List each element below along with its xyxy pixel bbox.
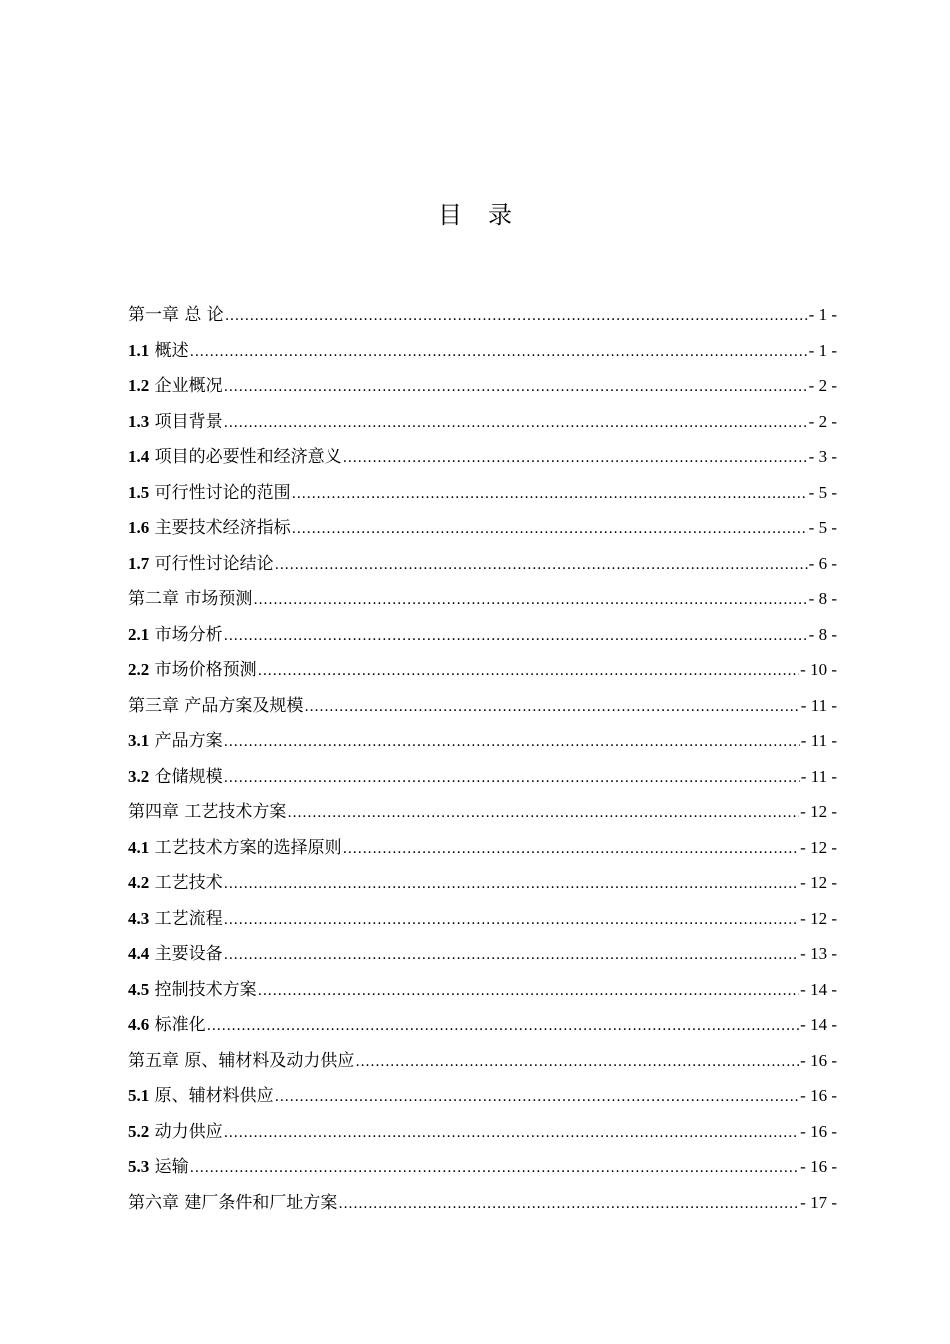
toc-page-number: - 12 - — [800, 908, 837, 928]
toc-page-number: - 14 - — [800, 979, 837, 999]
toc-section-number: 3.1 — [128, 731, 150, 750]
toc-entry-text: 工艺技术 — [154, 873, 223, 893]
toc-section-number: 2.1 — [128, 624, 150, 644]
toc-page-number: - 16 - — [800, 1157, 837, 1176]
dot-leader — [343, 441, 808, 477]
toc-entry-label — [128, 795, 286, 831]
toc-entry-label — [128, 617, 223, 654]
toc-section-number: 4.1 — [128, 837, 150, 857]
toc-entry-text: 工艺流程 — [154, 908, 223, 929]
dot-leader — [292, 512, 808, 548]
toc-section-number: 1.1 — [128, 340, 150, 360]
toc-entry-text: 第三章 产品方案及规模 — [128, 695, 304, 716]
toc-page-number: - 1 - — [808, 305, 837, 324]
toc-page-number: - 8 - — [808, 624, 837, 644]
toc-section-number: 1.6 — [128, 518, 150, 537]
toc-entry[interactable] — [128, 333, 837, 369]
toc-entry-text: 可行性讨论结论 — [154, 553, 274, 574]
dot-leader — [224, 867, 800, 903]
toc-page-number: - 17 - — [800, 1192, 837, 1212]
dot-leader — [224, 406, 808, 442]
toc-entry[interactable] — [128, 972, 837, 1008]
dot-leader — [190, 335, 808, 371]
dot-leader — [355, 1045, 799, 1081]
toc-section-number: 1.5 — [128, 482, 150, 502]
toc-entry-text: 第二章 市场预测 — [128, 589, 253, 609]
dot-leader — [224, 1116, 800, 1152]
toc-entry[interactable] — [128, 439, 837, 475]
toc-entry-label — [128, 936, 223, 973]
toc-entry[interactable] — [128, 368, 837, 404]
toc-entry-label — [128, 1078, 274, 1115]
toc-entry-text: 第一章 总 论 — [128, 305, 224, 325]
toc-entry-label — [128, 368, 223, 405]
toc-entry-label — [128, 652, 257, 689]
dot-leader — [224, 370, 808, 406]
toc-entry[interactable] — [128, 1185, 837, 1221]
toc-section-number: 4.6 — [128, 1015, 150, 1034]
toc-entry-label — [128, 1114, 223, 1151]
toc-title — [0, 198, 950, 232]
toc-entry[interactable] — [128, 1043, 837, 1079]
toc-page-number: - 16 - — [800, 1086, 837, 1105]
toc-entry[interactable] — [128, 688, 837, 724]
toc-title-char-2: 录 — [488, 201, 512, 229]
toc-entry[interactable] — [128, 723, 837, 759]
toc-page-number: - 16 - — [800, 1121, 837, 1141]
toc-entry-label — [128, 901, 223, 938]
toc-section-number: 1.2 — [128, 376, 150, 395]
toc-entry-label — [128, 546, 274, 583]
toc-section-number: 1.7 — [128, 553, 150, 573]
toc-entry-text: 第五章 原、辅材料及动力供应 — [128, 1050, 355, 1071]
toc-entry-text: 控制技术方案 — [154, 979, 257, 1000]
toc-entry[interactable] — [128, 297, 837, 333]
toc-entry-text: 动力供应 — [154, 1121, 223, 1142]
toc-entry-label — [128, 1186, 337, 1222]
toc-entry-text: 标准化 — [154, 1015, 206, 1035]
toc-section-number: 3.2 — [128, 766, 150, 786]
toc-entry-label — [128, 830, 342, 867]
toc-entry-text: 概述 — [154, 340, 189, 361]
toc-entry-label — [128, 1044, 354, 1080]
toc-section-number: 4.3 — [128, 908, 150, 928]
toc-entry-label — [128, 1007, 206, 1044]
toc-page-number: - 12 - — [800, 837, 837, 857]
dot-leader — [224, 903, 800, 939]
dot-leader — [224, 938, 800, 974]
toc-entry-text: 项目的必要性和经济意义 — [154, 447, 342, 467]
dot-leader — [292, 477, 808, 513]
toc-entry-text: 主要技术经济指标 — [154, 518, 291, 538]
toc-entry-text: 主要设备 — [154, 944, 223, 964]
dot-leader — [338, 1187, 799, 1223]
toc-entry[interactable] — [128, 652, 837, 688]
toc-entry-text: 工艺技术方案的选择原则 — [154, 837, 342, 858]
toc-entry-text: 运输 — [154, 1157, 189, 1177]
toc-entry-label — [128, 404, 223, 441]
toc-entry-label — [128, 759, 223, 796]
toc-entry-label — [128, 689, 303, 725]
toc-section-number: 5.2 — [128, 1121, 150, 1141]
toc-page-number: - 16 - — [800, 1050, 837, 1070]
dot-leader — [224, 761, 800, 797]
dot-leader — [224, 619, 808, 655]
toc-entry-label — [128, 865, 223, 902]
toc-entry[interactable] — [128, 1149, 837, 1185]
toc-entry-text: 仓储规模 — [154, 766, 223, 787]
toc-entry-label — [128, 1149, 189, 1186]
toc-page-number: - 1 - — [808, 340, 837, 360]
dot-leader — [224, 725, 800, 761]
toc-entry-label — [128, 333, 189, 370]
toc-page-number: - 10 - — [800, 660, 837, 679]
toc-page-number: - 13 - — [800, 944, 837, 963]
toc-entry[interactable] — [128, 759, 837, 795]
toc-entry-label — [128, 298, 224, 334]
toc-page-number: - 3 - — [808, 447, 837, 466]
toc-entry[interactable] — [128, 936, 837, 972]
dot-leader — [190, 1151, 800, 1187]
toc-entry-label — [128, 439, 342, 476]
toc-section-number: 5.3 — [128, 1157, 150, 1176]
toc-title-char-1: 目 — [438, 201, 462, 229]
toc-entry[interactable] — [128, 510, 837, 546]
dot-leader — [304, 690, 799, 726]
toc-section-number: 4.4 — [128, 944, 150, 963]
dot-leader — [287, 796, 799, 832]
toc-entry-label — [128, 475, 291, 512]
dot-leader — [275, 548, 808, 584]
toc-entry[interactable] — [128, 865, 837, 901]
toc-entry[interactable] — [128, 581, 837, 617]
toc-entry-text: 原、辅材料供应 — [154, 1086, 274, 1106]
toc-entry[interactable] — [128, 404, 837, 440]
toc-entry[interactable] — [128, 1114, 837, 1150]
toc-entry-text: 项目背景 — [154, 411, 223, 432]
dot-leader — [253, 583, 807, 619]
toc-page-number: - 11 - — [800, 695, 837, 715]
toc-section-number: 1.4 — [128, 447, 150, 466]
toc-entry-label — [128, 723, 223, 760]
toc-page-number: - 11 - — [800, 766, 837, 786]
toc-page-number: - 14 - — [800, 1015, 837, 1034]
toc-entry-label — [128, 972, 257, 1009]
dot-leader — [258, 654, 800, 690]
toc-page-number: - 5 - — [808, 518, 837, 537]
toc-entry[interactable] — [128, 475, 837, 511]
toc-page-number: - 2 - — [808, 411, 837, 431]
toc-entry-text: 可行性讨论的范围 — [154, 482, 291, 503]
toc-page-number: - 12 - — [800, 802, 837, 821]
toc-section-number: 4.2 — [128, 873, 150, 892]
toc-entry-label — [128, 510, 291, 547]
toc-entry-text: 第四章 工艺技术方案 — [128, 802, 287, 822]
toc-section-number: 5.1 — [128, 1086, 150, 1105]
toc-section-number: 1.3 — [128, 411, 150, 431]
toc-section-number: 4.5 — [128, 979, 150, 999]
toc-page-number: - 6 - — [808, 553, 837, 573]
toc-entry[interactable] — [128, 794, 837, 830]
toc-page-number: - 12 - — [800, 873, 837, 892]
toc-entry-text: 市场价格预测 — [154, 660, 257, 680]
toc-list — [128, 297, 837, 1220]
toc-entry[interactable] — [128, 830, 837, 866]
toc-entry-text: 市场分析 — [154, 624, 223, 645]
toc-page-number: - 8 - — [808, 589, 837, 608]
toc-section-number: 2.2 — [128, 660, 150, 679]
dot-leader — [258, 974, 800, 1010]
toc-entry[interactable] — [128, 546, 837, 582]
dot-leader — [207, 1009, 800, 1045]
toc-entry-label — [128, 582, 252, 618]
toc-entry[interactable] — [128, 1007, 837, 1043]
toc-entry[interactable] — [128, 617, 837, 653]
toc-entry[interactable] — [128, 1078, 837, 1114]
toc-entry-text: 企业概况 — [154, 376, 223, 396]
dot-leader — [343, 832, 800, 868]
toc-entry-text: 第六章 建厂条件和厂址方案 — [128, 1192, 338, 1213]
toc-page-number: - 5 - — [808, 482, 837, 502]
dot-leader — [225, 299, 808, 335]
toc-page-number: - 2 - — [808, 376, 837, 395]
toc-entry-text: 产品方案 — [154, 731, 223, 751]
toc-page-number: - 11 - — [800, 731, 837, 750]
toc-entry[interactable] — [128, 901, 837, 937]
dot-leader — [275, 1080, 800, 1116]
